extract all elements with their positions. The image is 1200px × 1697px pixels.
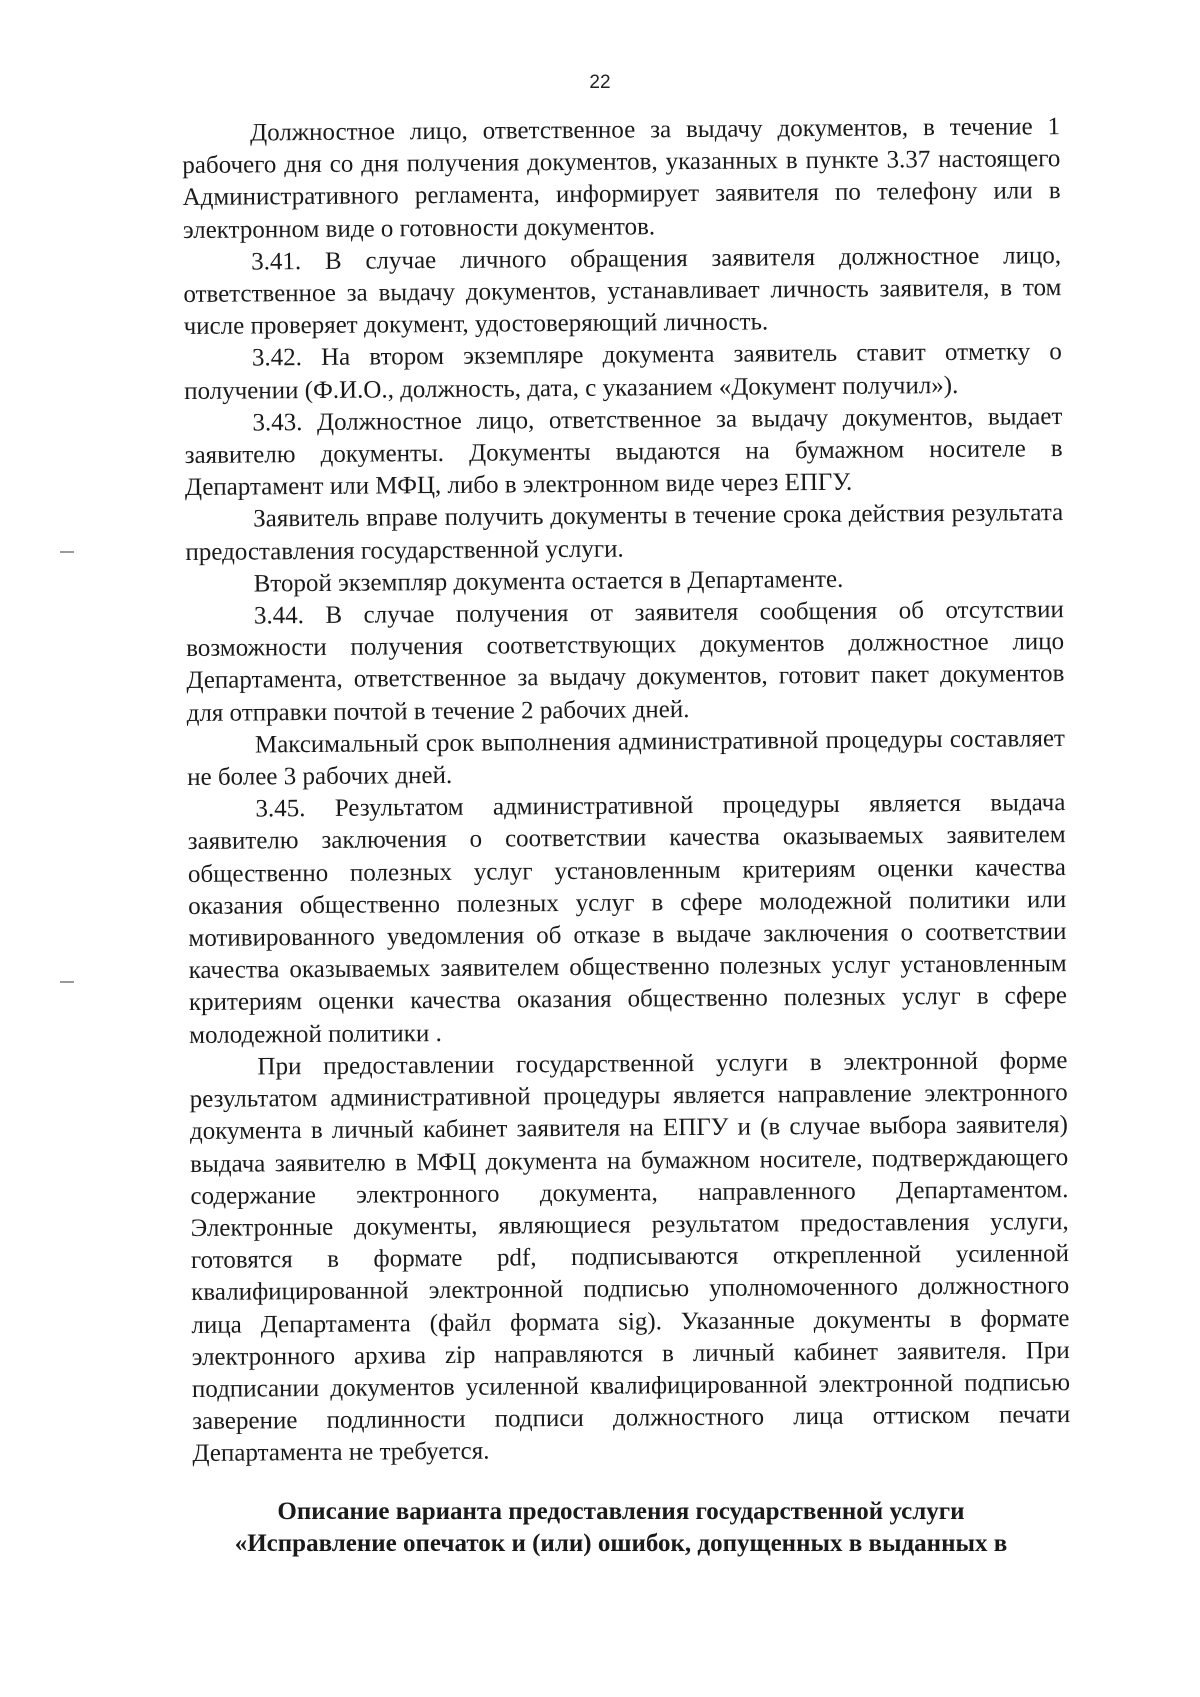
paragraph: При предоставлении государственной услуги в электронной форме результатом административной процедуры является направление электронного документа в личный кабинет заявителя на ЕПГУ и (в случае выбора заявителя) выдача заявителю в МФЦ документа на бумажном носителе, подтверждающего содержание электронного документа, направленного Департаментом. Электронные документы, являющиеся результатом предоставления услуги, готовятся в формате pdf, подписываются открепленной усиленной квалифицированной электронной подписью уполномоченного должностного лица Департамента (файл формата sig). Указанные документы в формате электронного архива zip направляются в личный кабинет заявителя. При подписании документов усиленной квалифицированной электронной подписью заверение подлинности подписи должностного лица оттиском печати Департамента не требуется. (189, 1046, 1071, 1468)
paragraph: Заявитель вправе получить документы в течение срока действия результата предоставления государственной услуги. (185, 499, 1064, 566)
margin-mark (60, 551, 74, 553)
paragraph-3-42: 3.42. На втором экземпляре документа заявитель ставит отметку о получении (Ф.И.О., должность, дата, с указанием «Документ получил»). (184, 338, 1062, 405)
paragraph-3-43: 3.43. Должностное лицо, ответственное за выдачу документов, выдает заявителю документы. Документы выдаются на бумажном носителе в Департамент или МФЦ, либо в электронном виде через ЕПГУ. (184, 402, 1063, 502)
paragraph-3-44: 3.44. В случае получения от заявителя сообщения об отсутствии возможности получения соответствующих документов должностное лицо Департамента, ответственное за выдачу документов, готовит пакет документов для отправки почтой в течение 2 рабочих дней. (186, 596, 1065, 727)
paragraph: Второй экземпляр документа остается в Департаменте. (253, 565, 844, 598)
section-heading (182, 1496, 1060, 1560)
paragraph: Должностное лицо, ответственное за выдачу документов, в течение 1 рабочего дня со дня получения документов, указанных в пункте 3.37 настоящего Административного регламента, информирует заявителя по телефону или в электронном виде о готовности документов. (182, 113, 1061, 244)
body-text (182, 111, 1071, 1470)
paragraph: Максимальный срок выполнения административной процедуры составляет не более 3 рабочих дней. (187, 724, 1066, 792)
section-heading-line: Описание варианта предоставления государственной услуги (277, 1498, 965, 1525)
margin-mark (60, 981, 74, 983)
page-number: 22 (589, 72, 611, 93)
paragraph-3-41: 3.41. В случае личного обращения заявителя должностное лицо, ответственное за выдачу документов, устанавливает личность заявителя, в том числе проверяет документ, удостоверяющий личность. (183, 241, 1062, 341)
paragraph-3-45: 3.45. Результатом административной процедуры является выдача заявителю заключения о соответствии качества оказываемых заявителем общественно полезных услуг установленным критериям оценки качества оказания общественно полезных услуг в сфере молодежной политики или мотивированного уведомления об отказе в выдаче заключения о соответствии качества оказываемых заявителем общественно полезных услуг установленным критериям оценки качества оказания общественно полезных услуг в сфере молодежной политики . (187, 789, 1068, 1049)
section-heading-line: «Исправление опечаток и (или) ошибок, допущенных в выданных в (234, 1530, 1008, 1557)
